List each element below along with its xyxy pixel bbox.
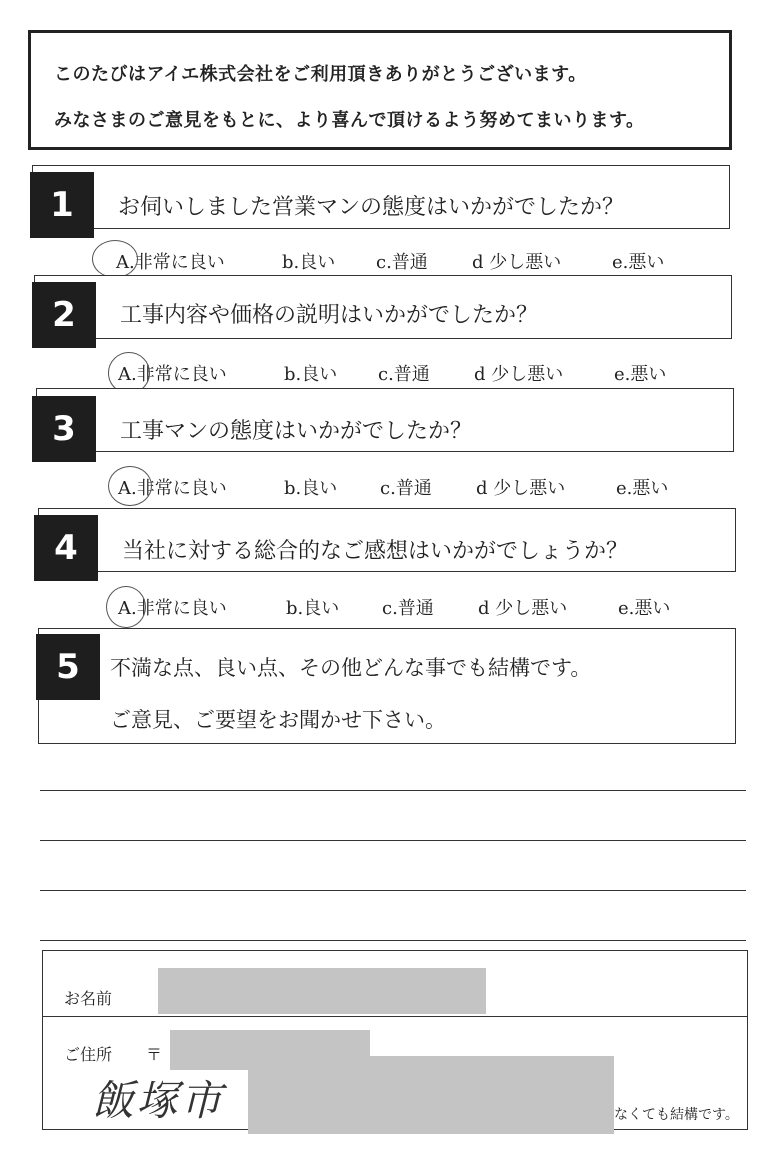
q2-option-b[interactable]: b.良い <box>284 364 338 385</box>
q1-option-b[interactable]: b.良い <box>282 252 336 273</box>
name-redaction <box>158 968 486 1014</box>
address-label: ご住所 <box>64 1045 113 1064</box>
question-5-line1: 不満な点、良い点、その他どんな事でも結構です。 <box>110 656 592 680</box>
comment-line-1[interactable] <box>40 790 746 791</box>
info-divider <box>42 1016 748 1017</box>
q1-option-d[interactable]: d 少し悪い <box>472 252 562 273</box>
question-5-number: 5 <box>36 634 100 700</box>
question-2-number: 2 <box>32 282 96 348</box>
question-3-text: 工事マンの態度はいかがでしたか？ <box>120 419 473 444</box>
name-label: お名前 <box>64 989 113 1008</box>
q4-option-b[interactable]: b.良い <box>286 598 340 619</box>
question-2-text: 工事内容や価格の説明はいかがでしたか？ <box>120 303 539 328</box>
question-1-number: 1 <box>30 172 94 238</box>
q4-option-d[interactable]: d 少し悪い <box>478 598 568 619</box>
q2-option-e[interactable]: e.悪い <box>614 364 667 385</box>
header-greeting: このたびはアイエ株式会社をご利用頂きありがとうございます。 <box>54 64 587 85</box>
q4-option-c[interactable]: c.普通 <box>382 598 434 619</box>
q3-option-c[interactable]: c.普通 <box>380 478 432 499</box>
question-1-text: お伺いしました営業マンの態度はいかがでしたか？ <box>118 195 625 220</box>
address-redaction <box>248 1056 614 1134</box>
q1-selection-circle <box>92 240 138 278</box>
comment-line-4[interactable] <box>40 940 746 941</box>
q3-option-e[interactable]: e.悪い <box>616 478 669 499</box>
q1-option-e[interactable]: e.悪い <box>612 252 665 273</box>
question-5-line2: ご意見、ご要望をお聞かせ下さい。 <box>110 708 446 732</box>
comment-line-2[interactable] <box>40 840 746 841</box>
q1-option-a[interactable]: A.非常に良い <box>116 252 225 273</box>
q3-option-b[interactable]: b.良い <box>284 478 338 499</box>
question-3-number: 3 <box>32 396 96 462</box>
handwritten-city: 飯塚市 <box>92 1076 225 1125</box>
header-box <box>28 30 732 150</box>
q3-option-a[interactable]: A.非常に良い <box>118 478 227 499</box>
note-fragment: なくても結構です。 <box>614 1107 739 1123</box>
q4-option-e[interactable]: e.悪い <box>618 598 671 619</box>
q3-option-d[interactable]: d 少し悪い <box>476 478 566 499</box>
q2-option-c[interactable]: c.普通 <box>378 364 430 385</box>
q1-option-c[interactable]: c.普通 <box>376 252 428 273</box>
q4-selection-circle <box>106 586 146 628</box>
q2-option-d[interactable]: d 少し悪い <box>474 364 564 385</box>
q2-option-a[interactable]: A.非常に良い <box>118 364 227 385</box>
q4-option-a[interactable]: A.非常に良い <box>118 598 227 619</box>
question-4-text: 当社に対する総合的なご感想はいかがでしょうか？ <box>122 539 629 564</box>
header-message: みなさまのご意見をもとに、より喜んで頂けるよう努めてまいります。 <box>54 110 645 131</box>
question-4-number: 4 <box>34 515 98 581</box>
q3-selection-circle <box>108 466 152 506</box>
comment-line-3[interactable] <box>40 890 746 891</box>
postal-mark: 〒 <box>146 1045 163 1064</box>
